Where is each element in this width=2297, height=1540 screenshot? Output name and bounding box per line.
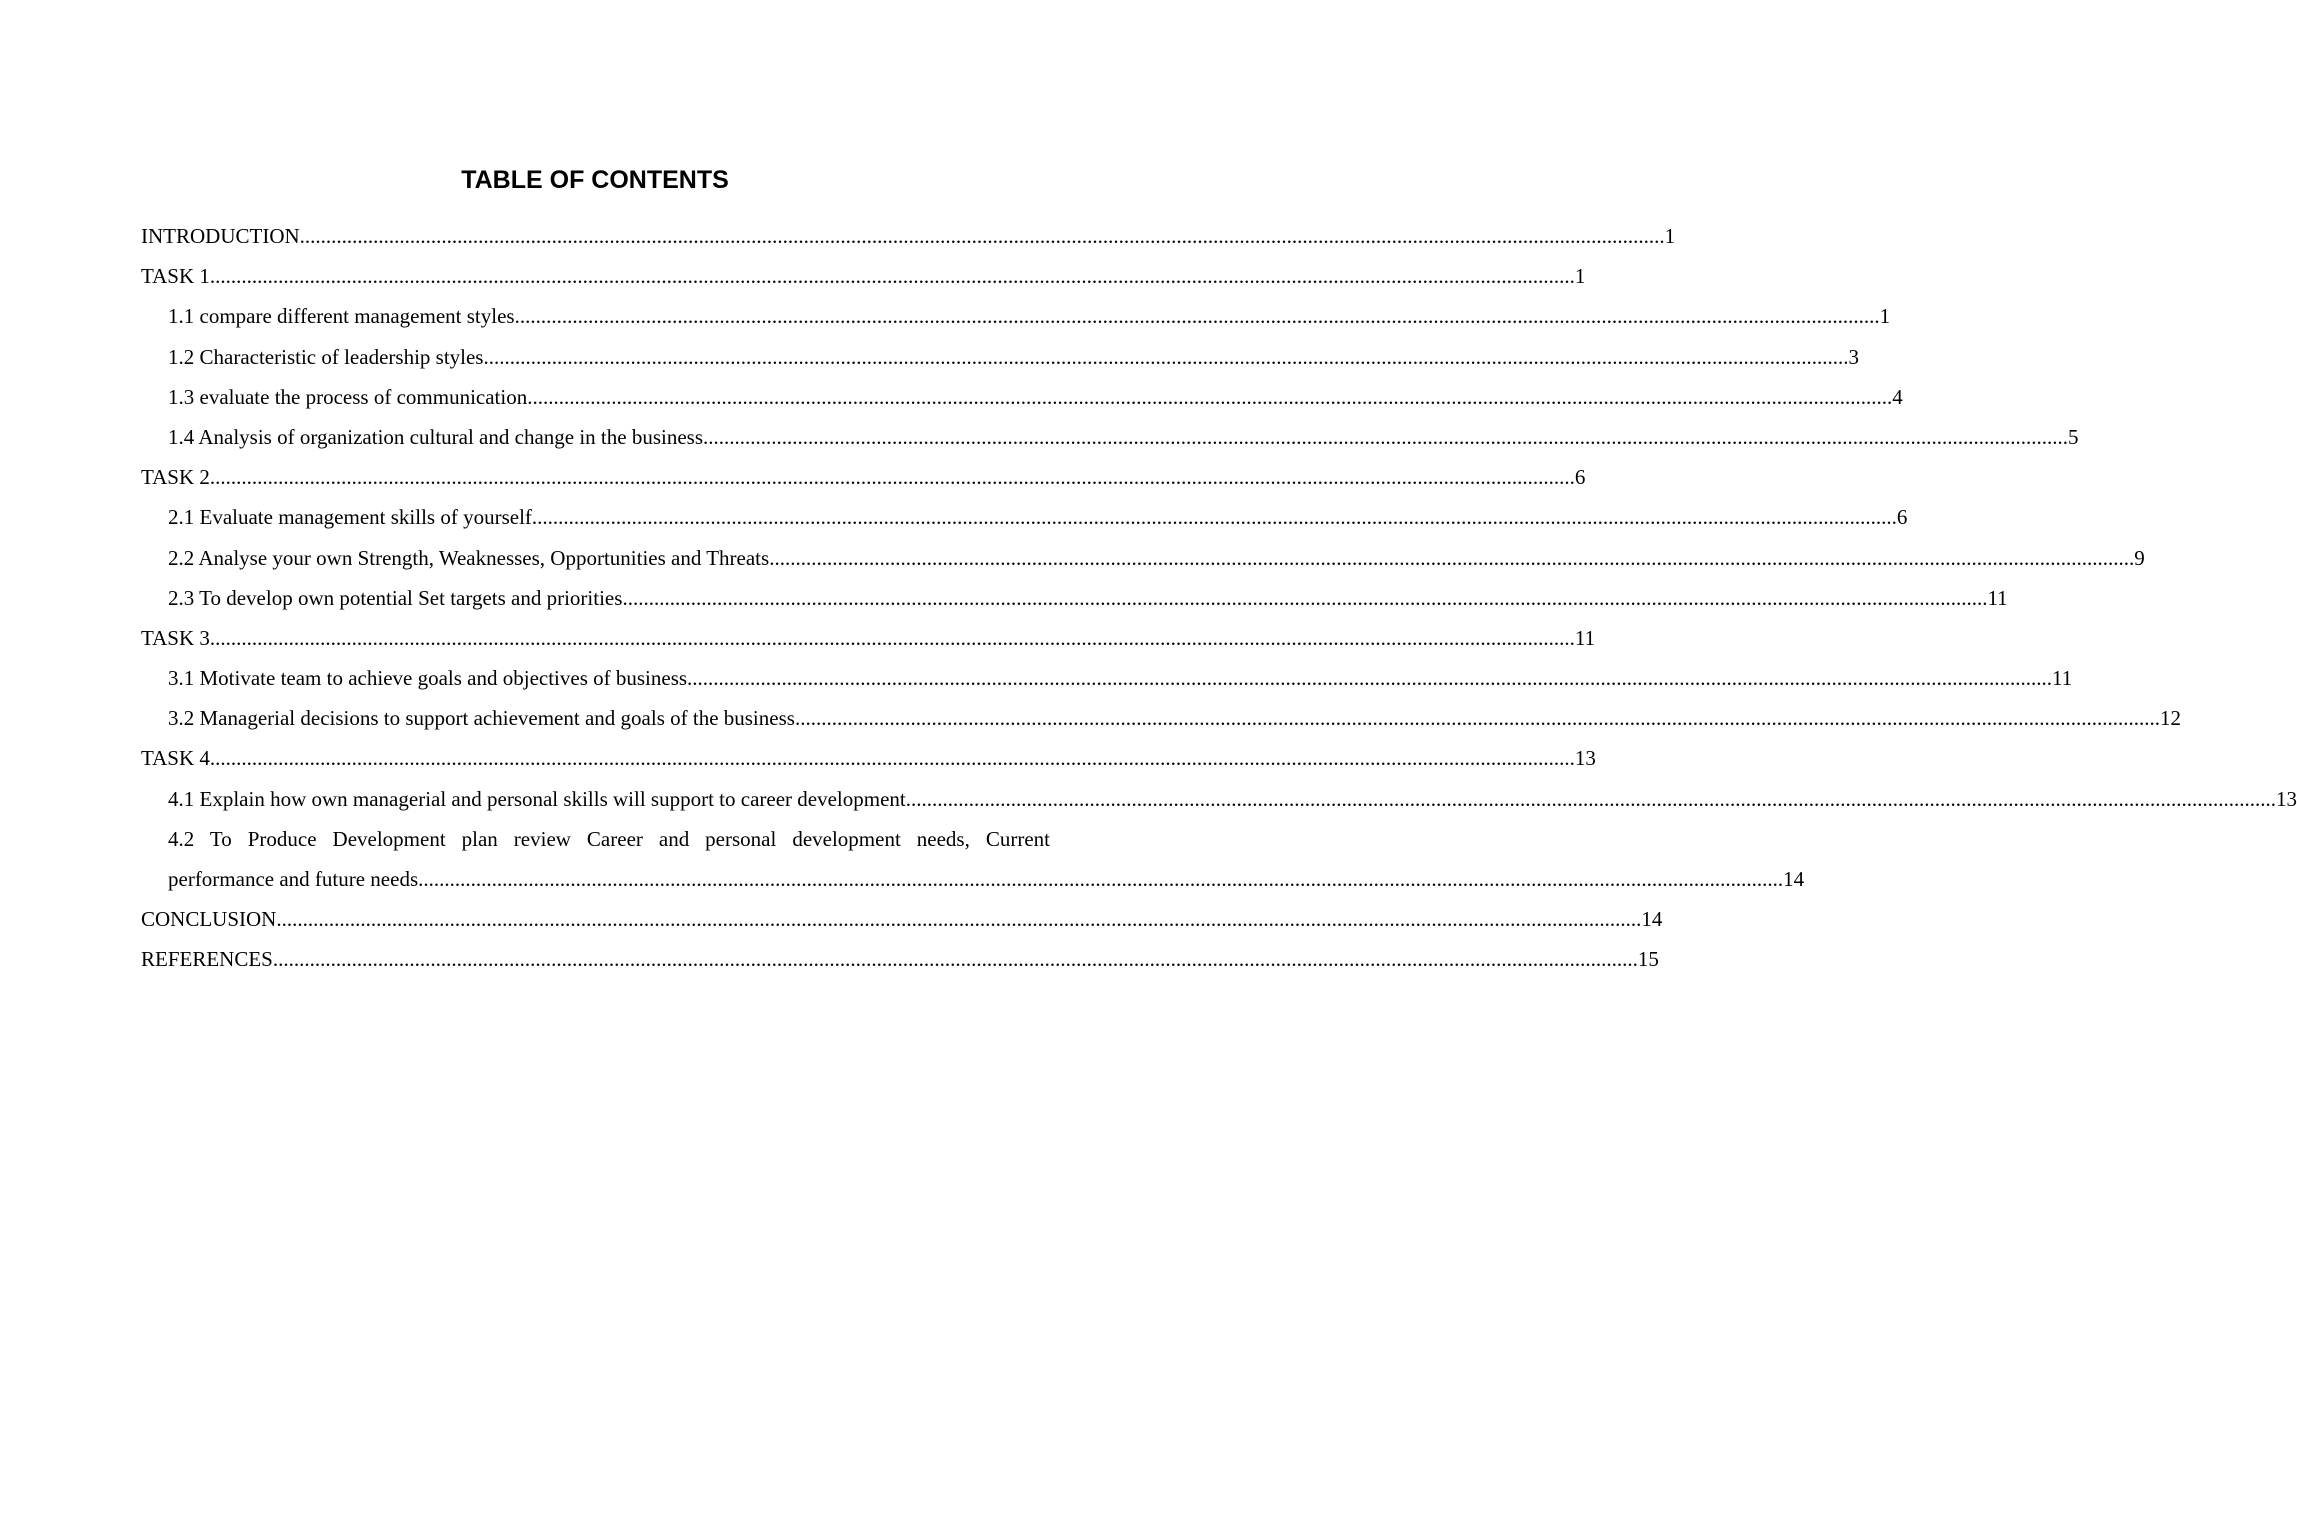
toc-entry-page-number: 6 bbox=[1896, 505, 1908, 530]
toc-entry-task-1[interactable] bbox=[141, 256, 1586, 296]
toc-entry-task-2[interactable] bbox=[141, 457, 1586, 497]
toc-entry-page-number: 13 bbox=[2275, 786, 2297, 811]
toc-entry-label: 2.3 To develop own potential Set targets and priorities bbox=[168, 585, 623, 610]
toc-entry-label: 3.1 Motivate team to achieve goals and objectives of business bbox=[168, 666, 688, 691]
dot-leader: .................................................................................................................................................................................................................................................................... bbox=[531, 505, 1897, 530]
toc-entry-page-number: 13 bbox=[1574, 746, 1596, 771]
dot-leader: .................................................................................................................................................................................................................................................................... bbox=[299, 224, 1665, 248]
dot-leader: .................................................................................................................................................................................................................................................................... bbox=[622, 585, 1988, 610]
toc-entry-page-number: 3 bbox=[1848, 344, 1859, 369]
toc-entry-page-number: 11 bbox=[1574, 625, 1596, 650]
dot-leader: .................................................................................................................................................................................................................................................................... bbox=[276, 907, 1642, 932]
toc-entry-page-number: 1 bbox=[1879, 304, 1891, 329]
dot-leader: .................................................................................................................................................................................................................................................................... bbox=[209, 746, 1575, 771]
toc-entry-task-4[interactable] bbox=[141, 738, 1596, 778]
dot-leader: .................................................................................................................................................................................................................................................................... bbox=[910, 786, 2276, 811]
toc-entry-label: 1.4 Analysis of organization cultural and change in the business bbox=[168, 424, 703, 449]
toc-entry-page-number: 6 bbox=[1574, 465, 1586, 490]
dot-leader: .................................................................................................................................................................................................................................................................... bbox=[527, 384, 1893, 409]
toc-entry-label: TASK 3 bbox=[141, 625, 210, 650]
toc-entry-1-3[interactable] bbox=[168, 377, 1903, 417]
toc-entry-label: 1.3 evaluate the process of communication bbox=[168, 384, 528, 409]
toc-entry-label: TASK 2 bbox=[141, 465, 210, 490]
toc-entry-page-number: 12 bbox=[2159, 706, 2181, 731]
toc-entry-3-2[interactable] bbox=[168, 698, 2181, 738]
toc-entry-1-4[interactable] bbox=[168, 417, 2079, 457]
dot-leader: .................................................................................................................................................................................................................................................................... bbox=[209, 264, 1575, 289]
toc-entry-1-2[interactable] bbox=[168, 337, 1859, 377]
toc-entry-references[interactable] bbox=[141, 939, 1659, 979]
toc-entry-page-number: 4 bbox=[1892, 384, 1903, 409]
toc-entry-page-number: 9 bbox=[2134, 545, 2145, 570]
toc-entry-task-3[interactable] bbox=[141, 618, 1596, 658]
toc-entry-label: 4.1 Explain how own managerial and personal skills will support to career development. bbox=[168, 786, 911, 811]
dot-leader: .................................................................................................................................................................................................................................................................... bbox=[769, 545, 2135, 570]
toc-entry-2-1[interactable] bbox=[168, 497, 1908, 537]
toc-entry-label: 1.1 compare different management styles bbox=[168, 304, 515, 329]
toc-entry-label: 2.1 Evaluate management skills of yourself bbox=[168, 505, 532, 530]
toc-entry-label: 3.2 Managerial decisions to support achievement and goals of the business bbox=[168, 706, 795, 731]
toc-list bbox=[141, 216, 2297, 980]
toc-entry-label: CONCLUSION bbox=[141, 907, 277, 932]
dot-leader: .................................................................................................................................................................................................................................................................... bbox=[794, 706, 2160, 731]
toc-entry-page-number: 14 bbox=[1783, 867, 1805, 891]
dot-leader: .................................................................................................................................................................................................................................................................... bbox=[272, 947, 1638, 972]
dot-leader: .................................................................................................................................................................................................................................................................... bbox=[209, 625, 1575, 650]
toc-entry-page-number: 11 bbox=[2052, 666, 2073, 691]
dot-leader: .................................................................................................................................................................................................................................................................... bbox=[687, 666, 2053, 691]
toc-entry-label: 1.2 Characteristic of leadership styles bbox=[168, 344, 484, 369]
dot-leader: .................................................................................................................................................................................................................................................................... bbox=[703, 424, 2068, 449]
toc-entry-conclusion[interactable] bbox=[141, 899, 1663, 939]
dot-leader: .................................................................................................................................................................................................................................................................... bbox=[483, 344, 1849, 369]
toc-entry-2-2[interactable] bbox=[168, 538, 2145, 578]
toc-entry-3-1[interactable] bbox=[168, 658, 2073, 698]
toc-entry-label: REFERENCES bbox=[141, 947, 273, 972]
toc-entry-label: TASK 1 bbox=[141, 264, 210, 289]
toc-entry-label: TASK 4 bbox=[141, 746, 210, 771]
toc-entry-label: INTRODUCTION bbox=[141, 224, 300, 248]
toc-title: TABLE OF CONTENTS bbox=[461, 166, 729, 194]
toc-entry-page-number: 1 bbox=[1664, 224, 1676, 248]
toc-entry-1-1[interactable] bbox=[168, 296, 1891, 336]
dot-leader: .................................................................................................................................................................................................................................................................... bbox=[209, 465, 1575, 490]
toc-entry-2-3[interactable] bbox=[168, 578, 2008, 618]
dot-leader: .................................................................................................................................................................................................................................................................... bbox=[418, 867, 1784, 891]
toc-entry-label: 2.2 Analyse your own Strength, Weaknesses, Opportunities and Threats bbox=[168, 545, 770, 570]
toc-entry-page-number: 11 bbox=[1987, 585, 2008, 610]
toc-entry-introduction[interactable] bbox=[141, 216, 1676, 256]
toc-entry-4-1[interactable] bbox=[168, 779, 2297, 819]
toc-entry-4-2[interactable] bbox=[168, 819, 1805, 899]
toc-entry-label: 4.2 To Produce Development plan review Career and personal development needs, Current bbox=[168, 826, 1050, 851]
dot-leader: .................................................................................................................................................................................................................................................................... bbox=[514, 304, 1880, 329]
toc-entry-page-number: 1 bbox=[1574, 264, 1586, 289]
toc-entry-label-continued: performance and future needs bbox=[168, 867, 419, 891]
toc-entry-page-number: 5 bbox=[2068, 424, 2079, 449]
toc-entry-page-number: 14 bbox=[1641, 907, 1663, 932]
toc-entry-page-number: 15 bbox=[1637, 947, 1659, 972]
